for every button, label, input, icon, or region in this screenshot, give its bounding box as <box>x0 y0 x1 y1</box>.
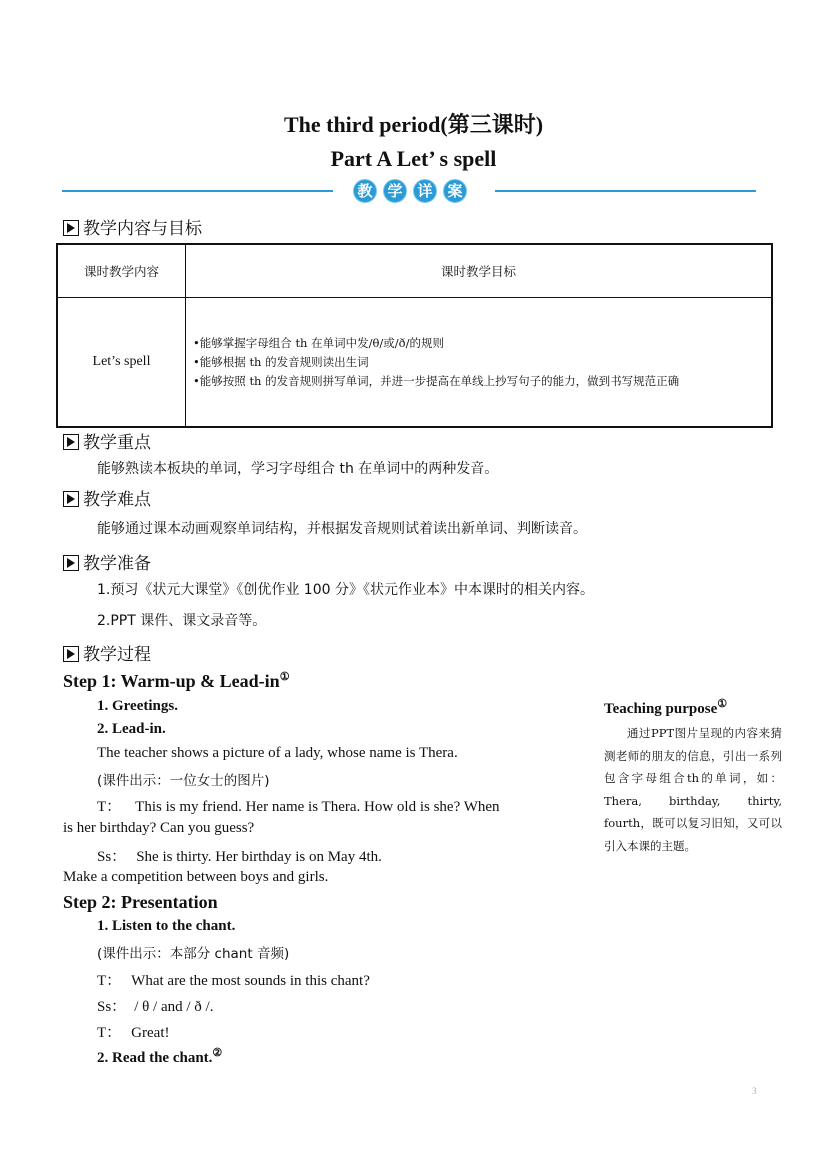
key-points-text: 能够熟读本板块的单词，学习字母组合 th 在单词中的两种发音。 <box>97 461 499 477</box>
preparation-item: 1.预习《状元大课堂》《创优作业 100 分》《状元作业本》中本课时的相关内容。 <box>97 582 594 598</box>
section-heading-difficulties <box>63 485 151 510</box>
dialogue-text: Great! <box>131 1025 170 1041</box>
footnote-marker: ② <box>212 1047 223 1059</box>
goals-table <box>56 243 773 428</box>
page-number: 3 <box>752 1086 757 1096</box>
step-2-read <box>97 1046 222 1067</box>
dialogue-text: What are the most sounds in this chant? <box>131 973 370 989</box>
step-2-read-text: 2. Read the chant. <box>97 1050 213 1066</box>
teaching-purpose-title <box>604 697 727 718</box>
speaker-label: Ss： <box>97 849 127 865</box>
dialogue-students <box>97 995 213 1016</box>
table-cell-content: Let’s spell <box>57 298 186 428</box>
dialogue-students <box>97 845 382 866</box>
step-2-title: Step 2: Presentation <box>63 892 218 912</box>
preparation-item: 2.PPT 课件、课文录音等。 <box>97 613 267 629</box>
badge-char: 教 <box>353 179 377 203</box>
speaker-label: T： <box>97 799 122 815</box>
step-1-title-text: Step 1: Warm-up & Lead-in <box>63 671 280 691</box>
goal-item: •能够掌握字母组合 th 在单词中发/θ/或/ð/的规则 <box>193 335 444 350</box>
speaker-label: T： <box>97 973 122 989</box>
dialogue-text: This is my friend. Her name is Thera. How old is she? When <box>135 799 500 815</box>
difficulties-text: 能够通过课本动画观察单词结构，并根据发音规则试着读出新单词、判断读音。 <box>97 521 587 537</box>
dialogue-teacher <box>97 1021 169 1042</box>
step-2-courseware: (课件出示：本部分 chant 音频) <box>97 946 290 962</box>
section-heading-label: 教学内容与目标 <box>83 219 202 239</box>
table-header: 课时教学内容 <box>57 244 186 298</box>
step-1-courseware: (课件出示：一位女士的图片) <box>97 773 270 789</box>
section-heading-process <box>63 640 151 665</box>
document-subtitle: Part A Let’ s spell <box>330 146 497 171</box>
step-1-leadin: 2. Lead-in. <box>97 721 166 737</box>
section-heading-preparation <box>63 549 151 574</box>
section-heading-content-goals <box>63 214 202 239</box>
document-title: The third period(第三课时) <box>283 112 544 137</box>
play-triangle-icon <box>63 555 79 571</box>
section-heading-label: 教学过程 <box>83 645 151 665</box>
badge-char: 案 <box>443 179 467 203</box>
lesson-plan-badge <box>333 179 495 203</box>
section-heading-label: 教学重点 <box>83 433 151 453</box>
section-heading-label: 教学难点 <box>83 490 151 510</box>
play-triangle-icon <box>63 220 79 236</box>
section-heading-key-points <box>63 428 151 453</box>
dialogue-teacher <box>97 969 370 990</box>
badge-char: 详 <box>413 179 437 203</box>
teaching-purpose-label: Teaching purpose <box>604 701 718 717</box>
dialogue-text: She is thirty. Her birthday is on May 4th. <box>136 849 382 865</box>
competition-line: Make a competition between boys and girls. <box>63 869 329 885</box>
step-1-title <box>63 670 290 692</box>
dialogue-text: / θ / and / ð /. <box>134 999 214 1015</box>
teaching-purpose-body: 通过PPT图片呈现的内容来猜测老师的朋友的信息，引出一系列包含字母组合th的单词，如：Thera, birthday, thirty, fourth，既可以复习旧知，又可以引入本课的主题。 <box>604 726 782 853</box>
table-header-row <box>57 244 772 298</box>
footnote-marker: ① <box>717 698 728 710</box>
goal-item: •能够按照 th 的发音规则拼写单词，并进一步提高在单线上抄写句子的能力，做到书写规范正确 <box>193 373 680 388</box>
speaker-label: Ss： <box>97 999 127 1015</box>
step-1-greetings: 1. Greetings. <box>97 698 178 714</box>
step-1-line: The teacher shows a picture of a lady, whose name is Thera. <box>97 745 458 761</box>
table-header: 课时教学目标 <box>186 244 773 298</box>
table-cell-goals <box>186 298 773 428</box>
goal-item: •能够根据 th 的发音规则读出生词 <box>193 354 369 369</box>
section-heading-label: 教学准备 <box>83 554 151 574</box>
badge-char: 学 <box>383 179 407 203</box>
play-triangle-icon <box>63 491 79 507</box>
footnote-marker: ① <box>279 671 290 683</box>
dialogue-continuation: is her birthday? Can you guess? <box>63 820 255 836</box>
play-triangle-icon <box>63 434 79 450</box>
table-row <box>57 298 772 428</box>
step-2-listen: 1. Listen to the chant. <box>97 918 236 934</box>
dialogue-teacher <box>97 795 500 816</box>
play-triangle-icon <box>63 646 79 662</box>
speaker-label: T： <box>97 1025 122 1041</box>
